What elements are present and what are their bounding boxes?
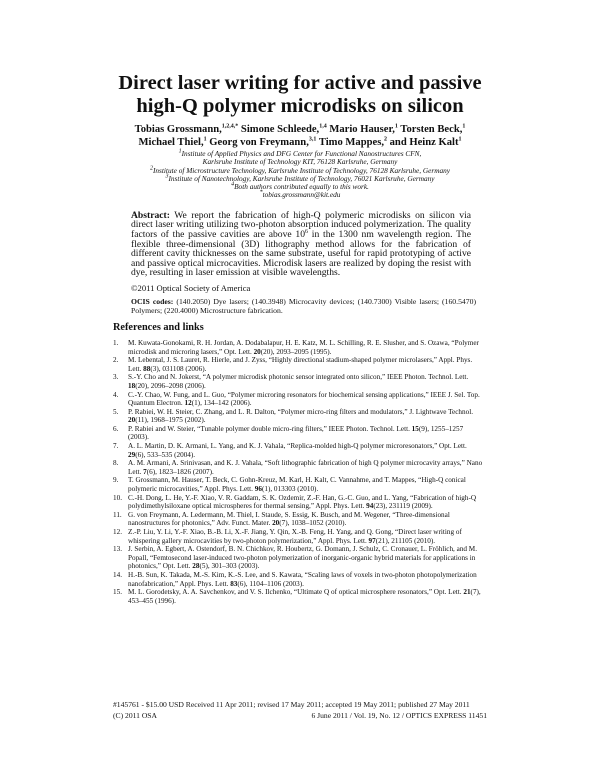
reference-text [128, 356, 485, 373]
reference-volume: 94 [366, 502, 374, 511]
affiliation-mark: 1 [178, 148, 182, 155]
reference-pages: (5), 301–303 (2003). [199, 562, 260, 571]
reference-text [128, 442, 485, 459]
reference-pages: (1), 134–142 (2006). [191, 399, 252, 408]
footer [113, 699, 487, 721]
reference-item [113, 571, 485, 588]
reference-text [128, 391, 485, 408]
author-name: Timo Mappes, [318, 136, 384, 148]
reference-volume: 21 [463, 588, 471, 597]
reference-text [128, 459, 485, 476]
reference-text [128, 511, 485, 528]
reference-item [113, 494, 485, 511]
reference-body: C.-H. Dong, L. He, Y.-F. Xiao, V. R. Gaddam, S. K. Ozdemir, Z.-F. Han, G.-C. Guo, and L. Yang, “Fabrication of high-Q polydimethylsiloxane optical microspheres for thermal sensing,” Appl. Phys. Lett. [128, 493, 477, 511]
abstract-exponent: 6 [305, 228, 309, 235]
footer-journal-info: 6 June 2011 / Vol. 19, No. 12 / OPTICS EXPRESS 11451 [311, 711, 487, 720]
reference-body: T. Grossmann, M. Hauser, T. Beck, C. Gohn-Kreuz, M. Karl, H. Kalt, C. Vannahme, and T. Mappes, “High-Q conical polymeric microcavities,” Appl. Phys. Lett. [128, 476, 466, 494]
reference-number: 2. [113, 356, 119, 365]
reference-body: M. Kuwata-Gonokami, R. H. Jordan, A. Dodabalapur, H. E. Katz, M. L. Schilling, R. E. Slusher, and S. Ozawa, “Polymer microdisk and microring lasers,” Opt. Lett. [128, 338, 479, 356]
author-affiliation-mark: 1 [394, 123, 398, 130]
author-affiliation-mark: 2 [383, 135, 387, 142]
reference-pages: (3), 031108 (2006). [150, 364, 207, 373]
affiliation-mark: 4 [231, 181, 235, 188]
reference-body: A. L. Martin, D. K. Armani, L. Yang, and K. J. Vahala, “Replica-molded high-Q polymer microresonators,” Opt. Lett. [128, 442, 467, 451]
affiliation-text: Institute of Applied Physics and DFG Center for Functional Nanostructures CFN, [181, 149, 422, 158]
author-name: Torsten Beck, [400, 124, 463, 135]
reference-number: 4. [113, 390, 119, 399]
reference-number: 6. [113, 424, 119, 433]
reference-body: M. L. Gorodetsky, A. A. Savchenkov, and V. S. Ilchenko, “Ultimate Q of optical microsphere resonators,” Opt. Lett. [128, 588, 464, 597]
abstract-text: We report the fabrication of high-Q polymeric microdisks on silicon via direct laser writing utilizing two-photon absorption induced polymerization. The quality factors of the passive cavities are above 10 [131, 209, 471, 240]
author-affiliation-mark: 1,4 [319, 123, 327, 130]
reference-item [113, 356, 485, 373]
reference-text [128, 494, 485, 511]
reference-item [113, 476, 485, 493]
reference-text [128, 588, 485, 605]
reference-volume: 15 [411, 424, 419, 433]
affiliation-mark: 3 [165, 173, 169, 180]
reference-volume: 83 [230, 579, 238, 588]
reference-volume: 20 [128, 416, 136, 425]
author-name: and Heinz Kalt [389, 136, 459, 148]
reference-body: S.-Y. Cho and N. Jokerst, “A polymer microdisk photonic sensor integrated onto silicon,” IEEE Photon. Technol. Lett. [128, 373, 469, 382]
reference-item [113, 339, 485, 356]
reference-item [113, 459, 485, 476]
author-name: Michael Thiel, [138, 136, 204, 148]
author-name: Georg von Freymann, [209, 136, 309, 148]
abstract [131, 211, 471, 278]
reference-pages: (6), 1823–1826 (2007). [146, 467, 214, 476]
footer-copyright: (C) 2011 OSA [113, 711, 158, 720]
reference-number: 8. [113, 459, 119, 468]
reference-volume: 88 [143, 364, 151, 373]
reference-volume: 12 [184, 399, 192, 408]
reference-pages: (6), 1104–1106 (2003). [237, 579, 304, 588]
reference-pages: (1), 013303 (2010). [261, 485, 319, 494]
footer-citation [113, 710, 487, 721]
reference-item [113, 588, 485, 605]
reference-item [113, 545, 485, 571]
reference-item [113, 408, 485, 425]
affiliation-text: Institute of Nanotechnology, Karlsruhe Institute of Technology, 76021 Karlsruhe, Germany [168, 173, 435, 183]
reference-body: P. Rabiei, W. H. Steier, C. Zhang, and L. R. Dalton, “Polymer micro-ring filters and modulators,” J. Lightwave Technol. [128, 407, 474, 416]
abstract-text-cont: in the 1300 nm wavelength region. The flexible three-dimensional (3D) lithography method allows for the fabrication of different cavity thicknesses on the same substrate, useful for rapid prototyping of active and passive optical microcavities. Microdisk lasers are realized by doping the resist with dye, resulting in laser emission at visible wavelengths. [131, 228, 471, 279]
author-name: Tobias Grossmann, [134, 124, 222, 135]
copyright: ©2011 Optical Society of America [131, 282, 251, 293]
affiliation-text: Both authors contributed equally to this work. [234, 182, 369, 192]
ocis-codes [131, 297, 476, 316]
references-list [113, 339, 485, 605]
reference-volume: 18 [128, 381, 136, 390]
reference-pages: (6), 533–535 (2004). [135, 450, 196, 459]
reference-number: 14. [113, 570, 122, 579]
reference-pages: (20), 2096–2098 (2006). [135, 381, 206, 390]
reference-text [128, 339, 485, 356]
reference-item [113, 511, 485, 528]
reference-item [113, 442, 485, 459]
author-name: Simone Schleede, [240, 124, 320, 135]
reference-number: 11. [113, 510, 122, 519]
reference-body: Z.-P. Liu, Y. Li, Y.-F. Xiao, B.-B. Li, X.-F. Jiang, Y. Qin, X.-B. Feng, H. Yang, and Q. Gong, “Direct laser writing of whispering gallery microcavities by two-photon polymerization,” Appl. Phys. Lett. [128, 528, 462, 545]
reference-pages: (11), 1968–1975 (2002). [135, 416, 206, 425]
reference-pages: (9), 1255–1257 (2003). [128, 424, 464, 442]
page-column [100, 72, 500, 605]
reference-number: 12. [113, 528, 122, 536]
affiliation-mark: * [259, 190, 263, 197]
reference-body: H.-B. Sun, K. Takada, M.-S. Kim, K.-S. Lee, and S. Kawata, “Scaling laws of voxels in two-photon photopolymerization nanofabrication,” Appl. Phys. Lett. [128, 570, 477, 588]
author-affiliation-mark: 1 [203, 135, 207, 142]
author-name: Mario Hauser, [329, 124, 395, 135]
affiliation-text: tobias.grossmann@kit.edu [262, 190, 341, 200]
affiliation-text: Institute of Microstructure Technology, Karlsruhe Institute of Technology, 76128 Karlsruhe, Germany [152, 165, 451, 175]
reference-volume: 7 [143, 467, 147, 476]
reference-item [113, 425, 485, 442]
reference-body: G. von Freymann, A. Ledermann, M. Thiel, I. Staude, S. Essig, K. Busch, and M. Wegener, “Three-dimensional nanostructures for photonics,” Adv. Funct. Mater. [128, 510, 450, 528]
affiliation-mark: 2 [149, 165, 153, 172]
reference-pages: (23), 231119 (2009). [373, 502, 433, 511]
reference-pages: (21), 211105 (2010). [375, 536, 436, 545]
reference-text [128, 408, 485, 425]
affiliation-line [100, 191, 500, 199]
reference-volume: 96 [254, 485, 262, 494]
reference-number: 10. [113, 493, 122, 502]
reference-number: 13. [113, 545, 122, 554]
reference-number: 5. [113, 407, 119, 416]
reference-number: 1. [113, 338, 119, 347]
reference-text [128, 425, 485, 442]
reference-text [128, 545, 485, 571]
reference-volume: 29 [128, 450, 136, 459]
reference-text [128, 476, 485, 493]
reference-volume: 20 [272, 519, 280, 528]
author-affiliation-mark: 1 [462, 123, 466, 130]
reference-text [128, 571, 485, 588]
reference-pages: (7), 453–455 (1996). [128, 588, 481, 605]
reference-body: C.-Y. Chao, W. Fung, and L. Guo, “Polymer microring resonators for biochemical sensing applications,” IEEE J. Sel. Top. Quantum Electron. [128, 390, 480, 408]
author-affiliation-mark: 1 [458, 135, 462, 142]
reference-body: J. Serbin, A. Egbert, A. Ostendorf, B. N. Chichkov, R. Houbertz, G. Domann, J. Schulz, C. Cronauer, L. Fröhlich, and M. Popall, “Femtosecond laser-induced two-photon polymerization of inorganic-organic hybrid materials for applications in photonics,” Opt. Lett. [128, 545, 477, 571]
reference-volume: 28 [192, 562, 200, 571]
footer-received-line: #145761 - $15.00 USD Received 11 Apr 2011; revised 17 May 2011; accepted 19 May 2011; published 27 May 2011 [113, 700, 470, 709]
reference-pages: (20), 2093–2095 (1995). [260, 347, 332, 356]
reference-text [128, 528, 485, 545]
abstract-label: Abstract: [131, 209, 170, 221]
reference-number: 9. [113, 476, 119, 485]
reference-number: 7. [113, 442, 119, 451]
title-line: high-Q polymer microdisks on silicon [136, 95, 464, 117]
reference-item [113, 391, 485, 408]
reference-volume: 97 [368, 536, 376, 545]
reference-pages: (7), 1038–1052 (2010). [279, 519, 347, 528]
references-heading: References and links [113, 321, 204, 333]
reference-body: A. M. Armani, A. Srinivasan, and K. J. Vahala, “Soft lithographic fabrication of high Q polymer microcavity arrays,” Nano Lett. [128, 459, 483, 476]
affiliation-text: Karlsruhe Institute of Technology KIT, 76128 Karlsruhe, Germany [202, 157, 398, 167]
reference-item [113, 373, 485, 390]
reference-number: 15. [113, 588, 122, 597]
title-line: Direct laser writing for active and passive [118, 72, 482, 94]
reference-body: M. Lebental, J. S. Lauret, R. Hierle, and J. Zyss, “Highly directional stadium-shaped polymer microlasers,” Appl. Phys. Lett. [128, 356, 473, 373]
author-list [100, 124, 500, 149]
author-affiliation-mark: 3,1 [308, 135, 317, 142]
ocis-label: OCIS codes: [131, 296, 174, 306]
reference-item [113, 528, 485, 545]
reference-text [128, 373, 485, 390]
paper-title [100, 72, 500, 118]
reference-number: 3. [113, 373, 119, 382]
affiliations [100, 150, 500, 200]
reference-body: P. Rabiei and W. Steier, “Tunable polymer double micro-ring filters,” IEEE Photon. Technol. Lett. [128, 424, 412, 433]
ocis-text: (140.2050) Dye lasers; (140.3948) Microcavity devices; (140.7300) Visible lasers; (160.5470) Polymers; (220.4000) Microstructure fabrication. [131, 296, 477, 316]
author-affiliation-mark: 1,2,4,* [221, 123, 239, 130]
reference-volume: 20 [253, 347, 261, 356]
